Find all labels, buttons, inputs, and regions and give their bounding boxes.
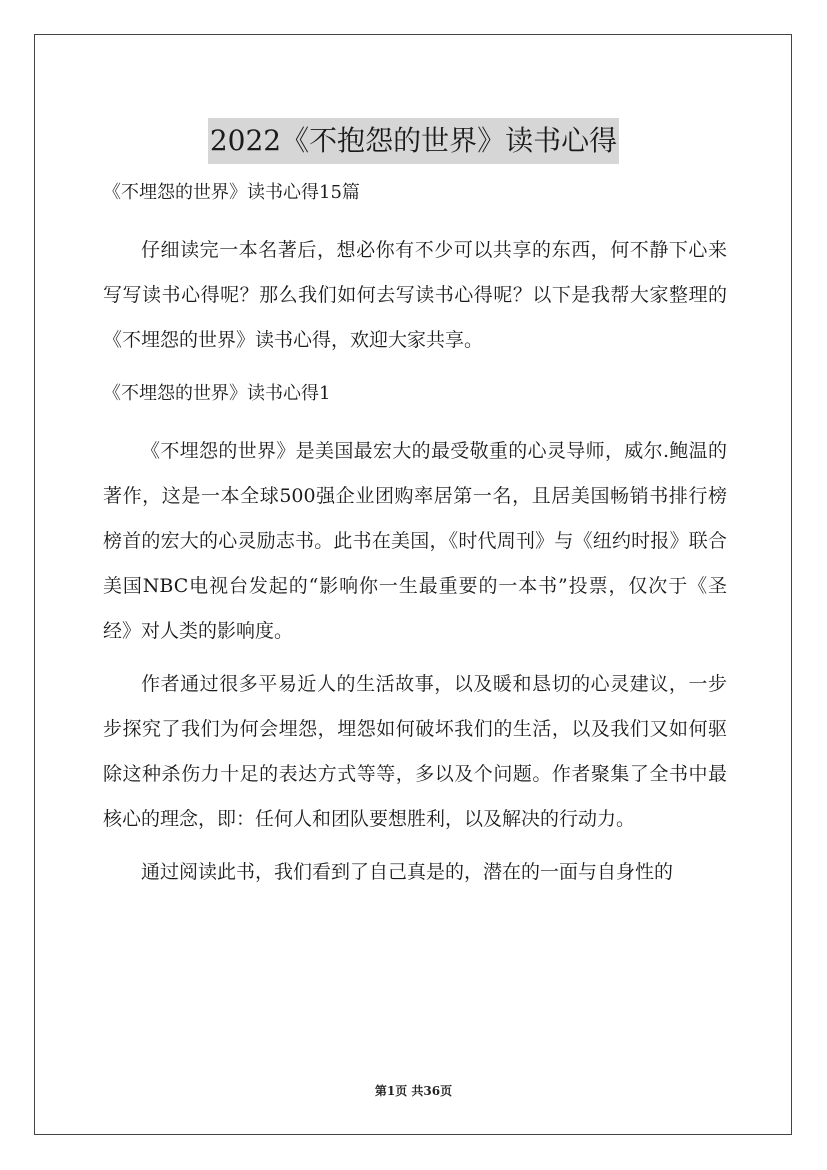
body-paragraph-1: 《不埋怨的世界》是美国最宏大的最受敬重的心灵导师，威尔.鲍温的著作，这是一本全球500强企业团购率居第一名，且居美国畅销书排行榜榜首的宏大的心灵励志书。此书在美国，《时代周刊》与《纽约时报》联合美国NBC电视台发起的“影响你一生最重要的一本书”投票，仅次于《圣经》对人类的影响度。 <box>103 440 727 642</box>
section-heading: 《不埋怨的世界》读书心得1 <box>103 383 331 404</box>
intro-paragraph: 仔细读完一本名著后，想必你有不少可以共享的东西，何不静下心来写写读书心得呢？那么我们如何去写读书心得呢？以下是我帮大家整理的《不埋怨的世界》读书心得，欢迎大家共享。 <box>103 239 727 351</box>
document-body <box>103 170 727 903</box>
page-footer: 第1页 共36页 <box>374 1084 453 1098</box>
document-subtitle: 《不埋怨的世界》读书心得15篇 <box>103 182 360 203</box>
body-paragraph-3: 通过阅读此书，我们看到了自己真是的，潜在的一面与自身性的 <box>141 861 674 883</box>
document-title: 2022《不抱怨的世界》读书心得 <box>208 118 619 164</box>
body-paragraph-2: 作者通过很多平易近人的生活故事，以及暖和恳切的心灵建议，一步步探究了我们为何会埋怨，埋怨如何破坏我们的生活，以及我们又如何驱除这种杀伤力十足的表达方式等等，多以及个问题。作者聚集了全书中最核心的理念，即：任何人和团队要想胜利，以及解决的行动力。 <box>103 673 727 830</box>
